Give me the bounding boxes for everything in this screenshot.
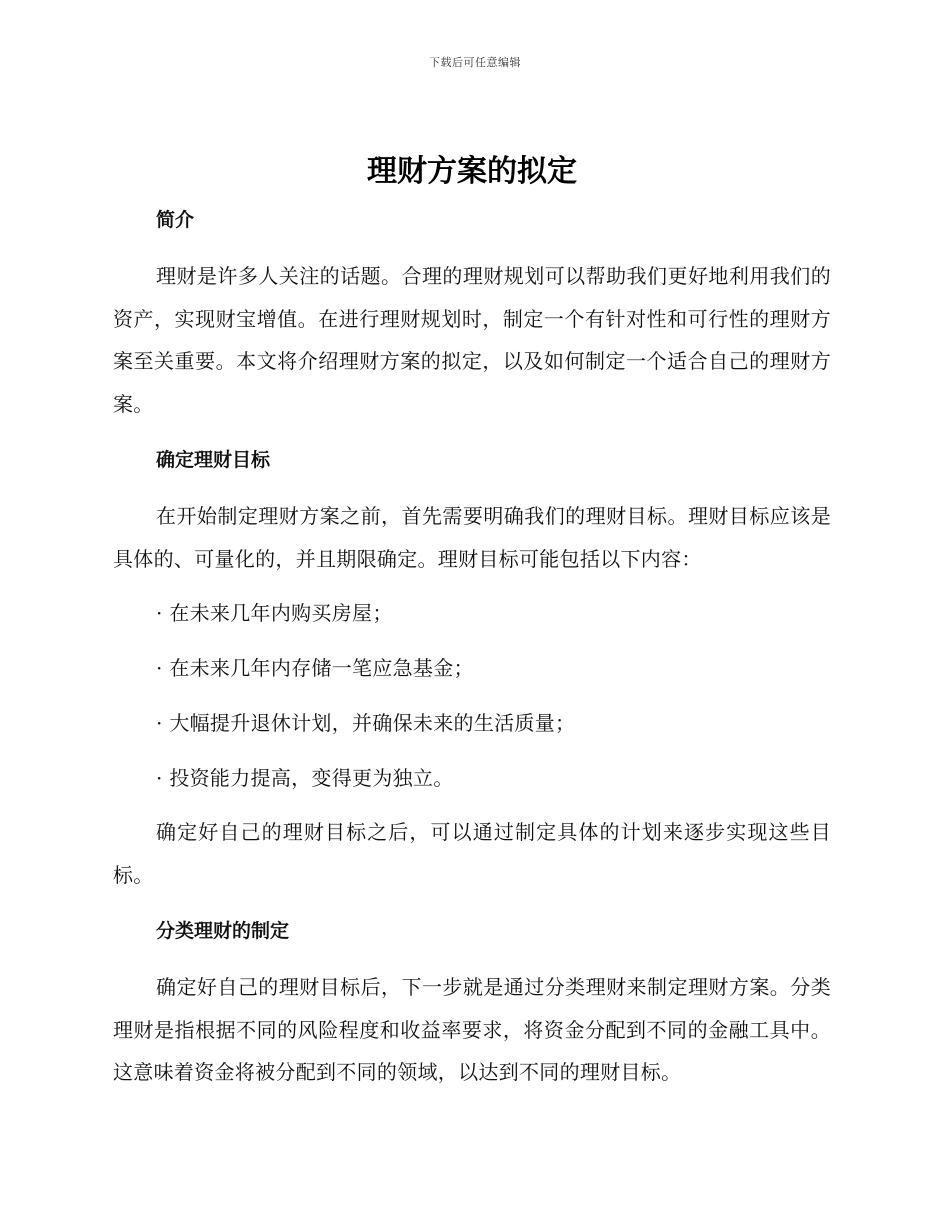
list-item: · 在未来几年内存储一笔应急基金； — [156, 656, 474, 680]
section-classification — [113, 916, 831, 1094]
goal-list — [113, 598, 831, 793]
document-title: 理财方案的拟定 — [367, 154, 577, 189]
header-note: 下载后可任意编辑 — [429, 56, 521, 69]
list-item: · 投资能力提高，变得更为独立。 — [156, 766, 454, 790]
paragraph: 在开始制定理财方案之前，首先需要明确我们的理财目标。理财目标应该是具体的、可量化的，并且期限确定。理财目标可能包括以下内容： — [113, 504, 831, 571]
paragraph: 确定好自己的理财目标后，下一步就是通过分类理财来制定理财方案。分类理财是指根据不同的风险程度和收益率要求，将资金分配到不同的金融工具中。这意味着资金将被分配到不同的领域，以达到不同的理财目标。 — [113, 975, 831, 1084]
section-goals — [113, 445, 831, 896]
section-heading: 分类理财的制定 — [156, 920, 290, 942]
list-item: · 大幅提升退休计划，并确保未来的生活质量； — [156, 711, 576, 735]
document-body — [113, 150, 831, 1094]
section-intro — [113, 205, 831, 425]
paragraph: 理财是许多人关注的话题。合理的理财规划可以帮助我们更好地利用我们的资产，实现财宝增值。在进行理财规划时，制定一个有针对性和可行性的理财方案至关重要。本文将介绍理财方案的拟定，以及如何制定一个适合自己的理财方案。 — [113, 264, 831, 416]
section-heading: 确定理财目标 — [156, 449, 271, 471]
section-heading: 简介 — [156, 209, 195, 231]
list-item: · 在未来几年内购买房屋； — [156, 601, 393, 625]
paragraph: 确定好自己的理财目标之后，可以通过制定具体的计划来逐步实现这些目标。 — [113, 820, 831, 887]
